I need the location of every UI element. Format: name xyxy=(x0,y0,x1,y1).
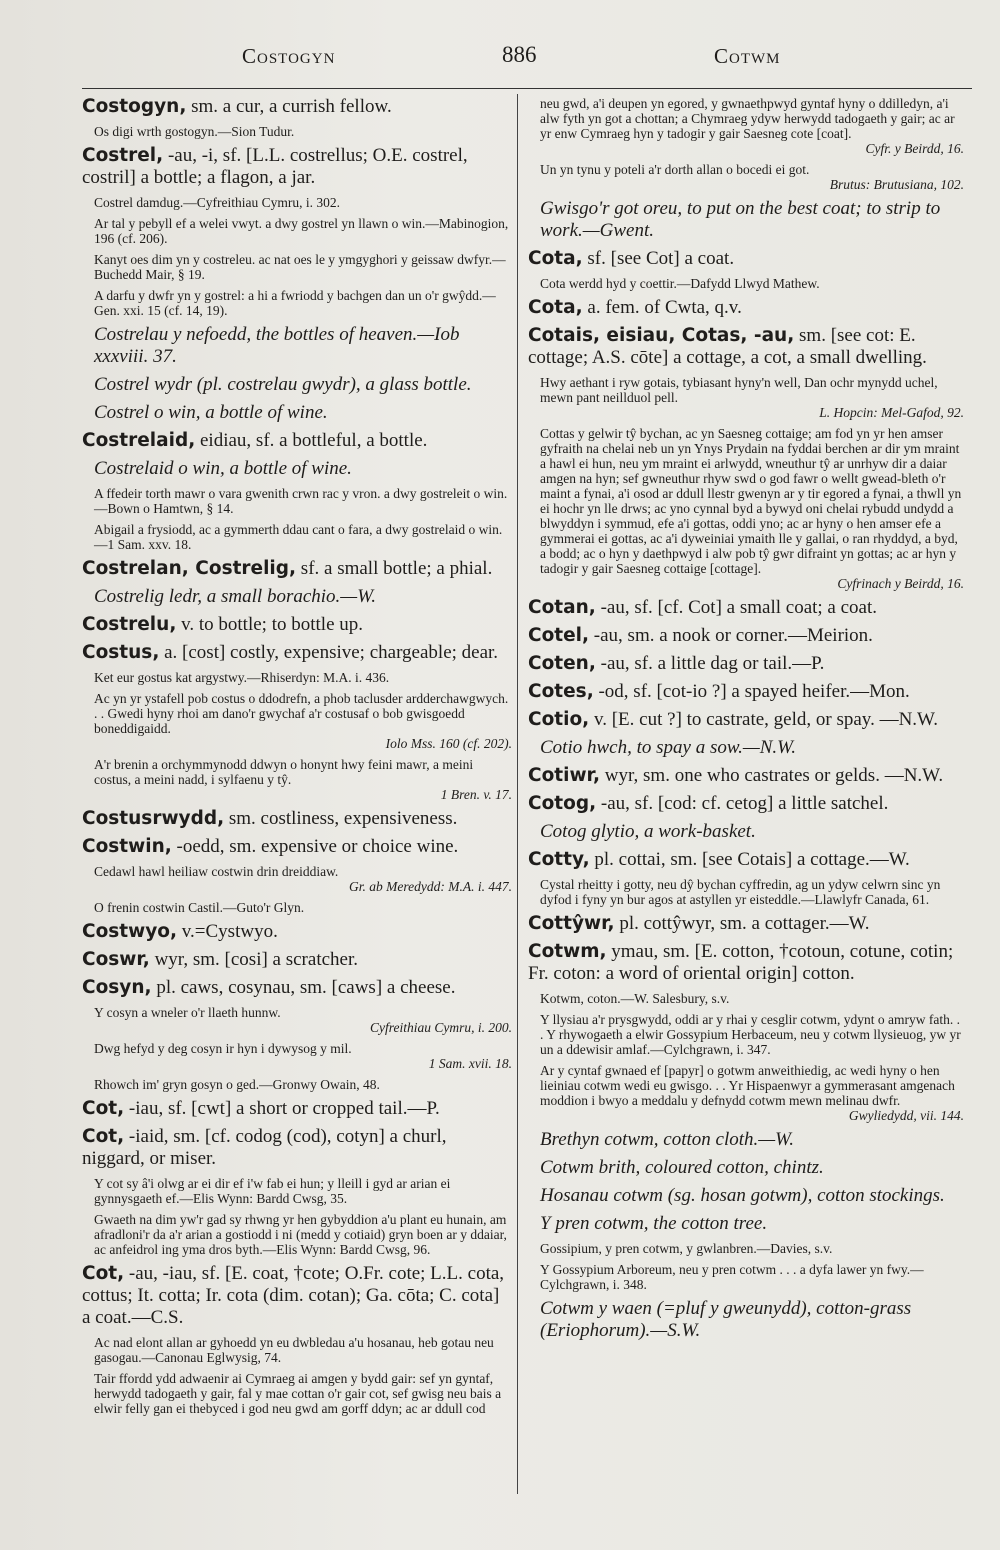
citation-quote xyxy=(540,1241,964,1256)
entry-headword: Cotwm, xyxy=(528,941,607,962)
quote-text: Abigail a frysiodd, ac a gymmerth ddau cant o fara, a dwy gostrelaid o win.—1 Sam. xxv. 18. xyxy=(94,522,503,552)
dictionary-entry xyxy=(82,96,512,118)
entry-definition: a. [cost] costly, expensive; chargeable; dear. xyxy=(159,642,499,663)
entry-headword: Cotes, xyxy=(528,681,594,702)
entry-headword: Coswr, xyxy=(82,949,150,970)
dictionary-entry xyxy=(82,836,512,858)
header-rule xyxy=(82,88,972,89)
citation-quote xyxy=(94,1176,512,1206)
quote-text: Ac nad elont allan ar gyhoedd yn eu dwbledau a'u hosanau, heb gotau neu gasogau.—Canonau Eglwysig, 74. xyxy=(94,1335,494,1365)
entry-headword: Costus, xyxy=(82,642,160,663)
citation-quote xyxy=(540,1012,964,1057)
entry-headword: Cotel, xyxy=(528,625,590,646)
quote-text: Un yn tynu y poteli a'r dorth allan o bocedi ei got. xyxy=(540,162,810,177)
entry-definition: v. [E. cut ?] to castrate, geld, or spay. —N.W. xyxy=(589,709,938,730)
dictionary-entry xyxy=(528,849,964,871)
quote-text: Cottas y gelwir tŷ bychan, ac yn Saesneg cottaige; am fod yn yr hen amser gyfraith na chelai neb un yn Ynys Prydain na fyddai berchen ar dir ym mraint a hawl ei hun, neu ym mraint ei arlwydd, wneuthur tŷ ar unrhyw dir a daiar amgen na hyn; sef gwneuthur rhyw swd o god fawr o wellt gwead-bleth o'r maint a fynai, a'i osod ar ddull llestr gwenyn ar y tir egored a fynai, a thwll yn ei hochr yn lle drws; ac yno cynnal byd a bywyd oni chelai rybudd undydd a blwyddyn i symmud, efe a'i gottas, oddi yno; ac ar hyny o hen amser efe a gymmerai ei gottas, ac a'i dyweiniai ymaith lle y gallai, o ran rhyddyd, a byd, a bodd; ac o hyn y daethpwyd i alw pob tŷ gwr difraint yn gottas; ac ar hyn y tadogir y gair Saesneg cottaige [cottage]. xyxy=(540,426,962,576)
entry-definition: pl. cottŷwyr, sm. a cottager.—W. xyxy=(614,913,870,934)
entry-definition: v. to bottle; to bottle up. xyxy=(176,614,364,635)
quote-source: 1 Sam. xvii. 18. xyxy=(428,1056,512,1071)
entry-headword: Costrel, xyxy=(82,145,164,166)
entry-definition: wyr, sm. [cosi] a scratcher. xyxy=(149,949,358,970)
dictionary-entry xyxy=(82,430,512,452)
entry-definition: ymau, sm. [E. cotton, †cotoun, cotune, cotin; Fr. coton: a word of oriental origin] cotton. xyxy=(528,941,954,984)
header-right-guideword: Cotwm xyxy=(714,44,781,68)
phrase-subentry: Hosanau cotwm (sg. hosan gotwm), cotton stockings. xyxy=(540,1185,945,1206)
entry-headword: Cot, xyxy=(82,1263,125,1284)
entry-definition: sf. [see Cot] a coat. xyxy=(582,248,735,269)
citation-quote xyxy=(94,691,512,751)
quote-text: Gossipium, y pren cotwm, y gwlanbren.—Davies, s.v. xyxy=(540,1241,833,1256)
phrase-subentry: Costrelig ledr, a small borachio.—W. xyxy=(94,586,377,607)
citation-quote xyxy=(94,1077,512,1092)
entry-headword: Cotog, xyxy=(528,793,597,814)
entry-definition: pl. caws, cosynau, sm. [caws] a cheese. xyxy=(151,977,456,998)
citation-quote xyxy=(94,195,512,210)
phrase-subentry: Cotog glytio, a work-basket. xyxy=(540,821,756,842)
running-header xyxy=(82,40,972,80)
quote-text: Y cot sy â'i olwg ar ei dir ef i'w fab ei hun; y lleill i gyd ar arian ei gynnysgaeth ef.—Elis Wynn: Bardd Cwsg, 35. xyxy=(94,1176,451,1206)
entry-headword: Cota, xyxy=(528,297,583,318)
entry-headword: Cotty, xyxy=(528,849,590,870)
quote-text: Y llysiau a'r prysgwydd, oddi ar y rhai y cesglir cotwm, ydynt o amryw fath. . . Y rhywogaeth a elwir Gossypium Herbaceum, neu y cotwm llysieuog, yw yr un a ddewisir amlaf.—Cylchgrawn, i. 347. xyxy=(540,1012,961,1057)
quote-text: Cystal rheitty i gotty, neu dŷ bychan cyffredin, ag un ydyw celwrn sinc yn dyfod i fyny yn bur agos at astyllen yr eisteddle.—Llawlyfr Canada, 61. xyxy=(540,877,941,907)
citation-quote xyxy=(94,757,512,802)
phrase-subentry: Brethyn cotwm, cotton cloth.—W. xyxy=(540,1129,795,1150)
dictionary-entry xyxy=(82,642,512,664)
entry-headword: Coten, xyxy=(528,653,596,674)
dictionary-entry xyxy=(528,709,964,731)
dictionary-entry xyxy=(528,597,964,619)
quote-text: neu gwd, a'i deupen yn egored, y gwnaethpwyd gyntaf hyny o ddilledyn, a'i alw fyth yn got a chottan; a Chymraeg ydyw herwydd tadogaeth y gair; ac ar yr enw Cymraeg hyn y tadogir y gair Saesneg cote [coat]. xyxy=(540,96,955,141)
left-column xyxy=(82,96,512,1516)
citation-quote xyxy=(94,1041,512,1071)
citation-quote xyxy=(94,1005,512,1035)
quote-text: Y cosyn a wneler o'r llaeth hunnw. xyxy=(94,1005,281,1020)
quote-text: O frenin costwin Castil.—Guto'r Glyn. xyxy=(94,900,305,915)
citation-quote xyxy=(540,276,964,291)
dictionary-entry xyxy=(528,297,964,319)
quote-text: Ar y cyntaf gwnaed ef [papyr] o gotwm anweithiedig, ac wedi hyny o hen lieiniau cotwm wedi eu gwisgo. . . Yr Hispaenwyr a gymmerasant amgenach moddion i bwyo a meddalu y defnydd cotwm mewn melinau dwfr. xyxy=(540,1063,955,1108)
dictionary-entry xyxy=(82,977,512,999)
quote-text: A ffedeir torth mawr o vara gwenith crwn rac y vron. a dwy gostreleit o win.—Bown o Hamtwn, § 14. xyxy=(94,486,508,516)
citation-quote xyxy=(94,864,512,894)
dictionary-entry xyxy=(82,1263,512,1329)
entry-definition: -od, sf. [cot-io ?] a spayed heifer.—Mon. xyxy=(593,681,910,702)
entry-headword: Cota, xyxy=(528,248,583,269)
quote-source: Cyfrinach y Beirdd, 16. xyxy=(837,576,964,591)
quote-text: Rhowch im' gryn gosyn o ged.—Gronwy Owain, 48. xyxy=(94,1077,380,1092)
dictionary-entry xyxy=(82,558,512,580)
quote-source: Gr. ab Meredydd: M.A. i. 447. xyxy=(349,879,512,894)
entry-definition: -au, sm. a nook or corner.—Meirion. xyxy=(589,625,873,646)
dictionary-entry xyxy=(82,808,512,830)
dictionary-entry xyxy=(528,325,964,369)
entry-headword: Costwin, xyxy=(82,836,172,857)
quote-text: Cedawl hawl heiliaw costwin drin dreiddiaw. xyxy=(94,864,339,879)
phrase-subentry: Cotwm brith, coloured cotton, chintz. xyxy=(540,1157,824,1178)
entry-definition: -iaid, sm. [cf. codog (cod), cotyn] a churl, niggard, or miser. xyxy=(82,1126,447,1169)
dictionary-entry xyxy=(82,1126,512,1170)
dictionary-entry xyxy=(528,765,964,787)
quote-source: Gwyliedydd, vii. 144. xyxy=(848,1108,964,1123)
entry-definition: a. fem. of Cwta, q.v. xyxy=(582,297,742,318)
citation-quote xyxy=(94,252,512,282)
phrase-subentry: Costrelau y nefoedd, the bottles of heaven.—Iob xxxviii. 37. xyxy=(94,324,460,367)
phrase-subentry: Costrel wydr (pl. costrelau gwydr), a glass bottle. xyxy=(94,374,472,395)
citation-quote xyxy=(540,162,964,192)
entry-headword: Cot, xyxy=(82,1126,125,1147)
entry-definition: -au, sf. [cf. Cot] a small coat; a coat. xyxy=(595,597,878,618)
citation-quote xyxy=(94,216,512,246)
phrase-subentry: Costrelaid o win, a bottle of wine. xyxy=(94,458,352,479)
right-column xyxy=(528,96,964,1516)
citation-quote xyxy=(94,124,512,139)
quote-source: Cyfr. y Beirdd, 16. xyxy=(865,141,964,156)
dictionary-entry xyxy=(82,145,512,189)
entry-definition: -au, sf. a little dag or tail.—P. xyxy=(595,653,825,674)
column-divider xyxy=(517,94,518,1494)
header-left-guideword: Costogyn xyxy=(242,44,336,68)
entry-headword: Costusrwydd, xyxy=(82,808,225,829)
entry-headword: Costwyo, xyxy=(82,921,178,942)
citation-quote xyxy=(540,877,964,907)
quote-source: 1 Bren. v. 17. xyxy=(440,787,512,802)
dictionary-entry xyxy=(528,941,964,985)
citation-quote xyxy=(540,375,964,420)
entry-definition: -au, sf. [cod: cf. cetog] a little satchel. xyxy=(596,793,889,814)
quote-text: Kanyt oes dim yn y costreleu. ac nat oes le y ymgyghori y geissaw dwfyr.—Buchedd Mair, § 19. xyxy=(94,252,506,282)
entry-headword: Cotio, xyxy=(528,709,590,730)
citation-quote xyxy=(540,426,964,591)
entry-definition: eidiau, sf. a bottleful, a bottle. xyxy=(195,430,428,451)
dictionary-entry xyxy=(82,949,512,971)
entry-definition: -oedd, sm. expensive or choice wine. xyxy=(171,836,459,857)
citation-quote xyxy=(94,900,512,915)
entry-headword: Costrelu, xyxy=(82,614,177,635)
quote-text: Kotwm, coton.—W. Salesbury, s.v. xyxy=(540,991,730,1006)
citation-quote xyxy=(94,670,512,685)
quote-source: Cyfreithiau Cymru, i. 200. xyxy=(370,1020,512,1035)
quote-text: Os digi wrth gostogyn.—Sion Tudur. xyxy=(94,124,295,139)
entry-headword: Cottŷwr, xyxy=(528,913,615,934)
entry-headword: Costrelaid, xyxy=(82,430,196,451)
quote-text: Ac yn yr ystafell pob costus o ddodrefn, a phob taclusder ardderchawgwych. . . Gwedi hyny rhoi am dano'r gwychaf a'r costusaf o bob gwisgoedd boneddigaidd. xyxy=(94,691,509,736)
quote-text: Dwg hefyd y deg cosyn ir hyn i dywysog y mil. xyxy=(94,1041,352,1056)
quote-text: A'r brenin a orchymmynodd ddwyn o honynt hwy feini mawr, a meini costus, a meini nadd, i sylfaenu y tŷ. xyxy=(94,757,474,787)
entry-definition: sm. [see cot: E. cottage; A.S. cōte] a cottage, a cot, a small dwelling. xyxy=(528,325,927,368)
citation-quote xyxy=(94,1212,512,1257)
phrase-subentry: Gwisgo'r got oreu, to put on the best coat; to strip to work.—Gwent. xyxy=(540,198,941,241)
citation-quote xyxy=(94,522,512,552)
entry-definition: -au, -iau, sf. [E. coat, †cote; O.Fr. cote; L.L. cota, cottus; It. cotta; Ir. cota (dim. cotan); Ga. cōta; C. cota] a coat.—C.S. xyxy=(82,1263,505,1328)
citation-quote xyxy=(540,1063,964,1123)
entry-definition: -iau, sf. [cwt] a short or cropped tail.—P. xyxy=(124,1098,440,1119)
entry-definition: -au, -i, sf. [L.L. costrellus; O.E. costrel, costril] a bottle; a flagon, a jar. xyxy=(82,145,468,188)
phrase-subentry: Costrel o win, a bottle of wine. xyxy=(94,402,328,423)
citation-quote xyxy=(94,486,512,516)
quote-source: Brutus: Brutusiana, 102. xyxy=(829,177,964,192)
entry-definition: wyr, sm. one who castrates or gelds. —N.W. xyxy=(600,765,944,786)
quote-text: Cota werdd hyd y coettir.—Dafydd Llwyd Mathew. xyxy=(540,276,820,291)
phrase-subentry: Cotio hwch, to spay a sow.—N.W. xyxy=(540,737,796,758)
quote-text: Gwaeth na dim yw'r gad sy rhwng yr hen gybyddion a'u plant eu hunain, am afradloni'r da a'r arian a gostiodd i ni (medd y cotiaid) gryn boen ar y ddaiar, ac anfeidrol ing yma dros byth.—Elis Wynn: Bardd Cwsg, 96. xyxy=(94,1212,507,1257)
entry-definition: sm. costliness, expensiveness. xyxy=(224,808,458,829)
quote-text: Ket eur gostus kat argystwy.—Rhiserdyn: M.A. i. 436. xyxy=(94,670,390,685)
quote-text: Ar tal y pebyll ef a welei vwyt. a dwy gostrel yn llawn o win.—Mabinogion, 196 (cf. 206). xyxy=(94,216,509,246)
dictionary-entry xyxy=(82,921,512,943)
entry-headword: Costrelan, Costrelig, xyxy=(82,558,297,579)
quote-text: Y Gossypium Arboreum, neu y pren cotwm . . . a dyfa lawer yn fwy.—Cylchgrawn, i. 348. xyxy=(540,1262,924,1292)
dictionary-entry xyxy=(528,653,964,675)
entry-headword: Cosyn, xyxy=(82,977,152,998)
citation-quote xyxy=(540,991,964,1006)
dictionary-entry xyxy=(82,614,512,636)
dictionary-entry xyxy=(528,248,964,270)
quote-text: Tair ffordd ydd adwaenir ai Cymraeg ai amgen y bydd gair: sef yn gyntaf, herwydd tadogaeth y gair, fal y mae cottan o'r gair cot, sef gwisg neu bais a elwir felly gan ei thebyced i god neu gwd am gorff ddyn; ac ar ddull cod xyxy=(94,1371,502,1416)
quote-source: L. Hopcin: Mel-Gafod, 92. xyxy=(819,405,964,420)
entry-headword: Costogyn, xyxy=(82,96,187,117)
dictionary-entry xyxy=(528,913,964,935)
dictionary-entry xyxy=(528,681,964,703)
citation-quote xyxy=(94,1371,512,1416)
citation-quote xyxy=(540,96,964,156)
quote-text: Hwy aethant i ryw gotais, tybiasant hyny'n well, Dan ochr mynydd uchel, mewn pant neillduol pell. xyxy=(540,375,938,405)
entry-definition: pl. cottai, sm. [see Cotais] a cottage.—W. xyxy=(589,849,910,870)
quote-text: A darfu y dwfr yn y gostrel: a hi a fwriodd y bachgen dan un o'r gwŷdd.—Gen. xxi. 15 (cf. 14, 19). xyxy=(94,288,496,318)
quote-source: Iolo Mss. 160 (cf. 202). xyxy=(385,736,512,751)
entry-definition: sm. a cur, a currish fellow. xyxy=(186,96,392,117)
page-number: 886 xyxy=(502,42,537,67)
entry-headword: Cotan, xyxy=(528,597,596,618)
citation-quote xyxy=(540,1262,964,1292)
entry-definition: v.=Cystwyo. xyxy=(177,921,278,942)
dictionary-entry xyxy=(82,1098,512,1120)
dictionary-entry xyxy=(528,793,964,815)
entry-headword: Cot, xyxy=(82,1098,125,1119)
entry-headword: Cotiwr, xyxy=(528,765,600,786)
phrase-subentry: Cotwm y waen (=pluf y gweunydd), cotton-grass (Eriophorum).—S.W. xyxy=(540,1298,912,1341)
citation-quote xyxy=(94,1335,512,1365)
dictionary-entry xyxy=(528,625,964,647)
entry-definition: sf. a small bottle; a phial. xyxy=(296,558,493,579)
citation-quote xyxy=(94,288,512,318)
phrase-subentry: Y pren cotwm, the cotton tree. xyxy=(540,1213,768,1234)
entry-headword: Cotais, eisiau, Cotas, -au, xyxy=(528,325,795,346)
quote-text: Costrel damdug.—Cyfreithiau Cymru, i. 302. xyxy=(94,195,340,210)
